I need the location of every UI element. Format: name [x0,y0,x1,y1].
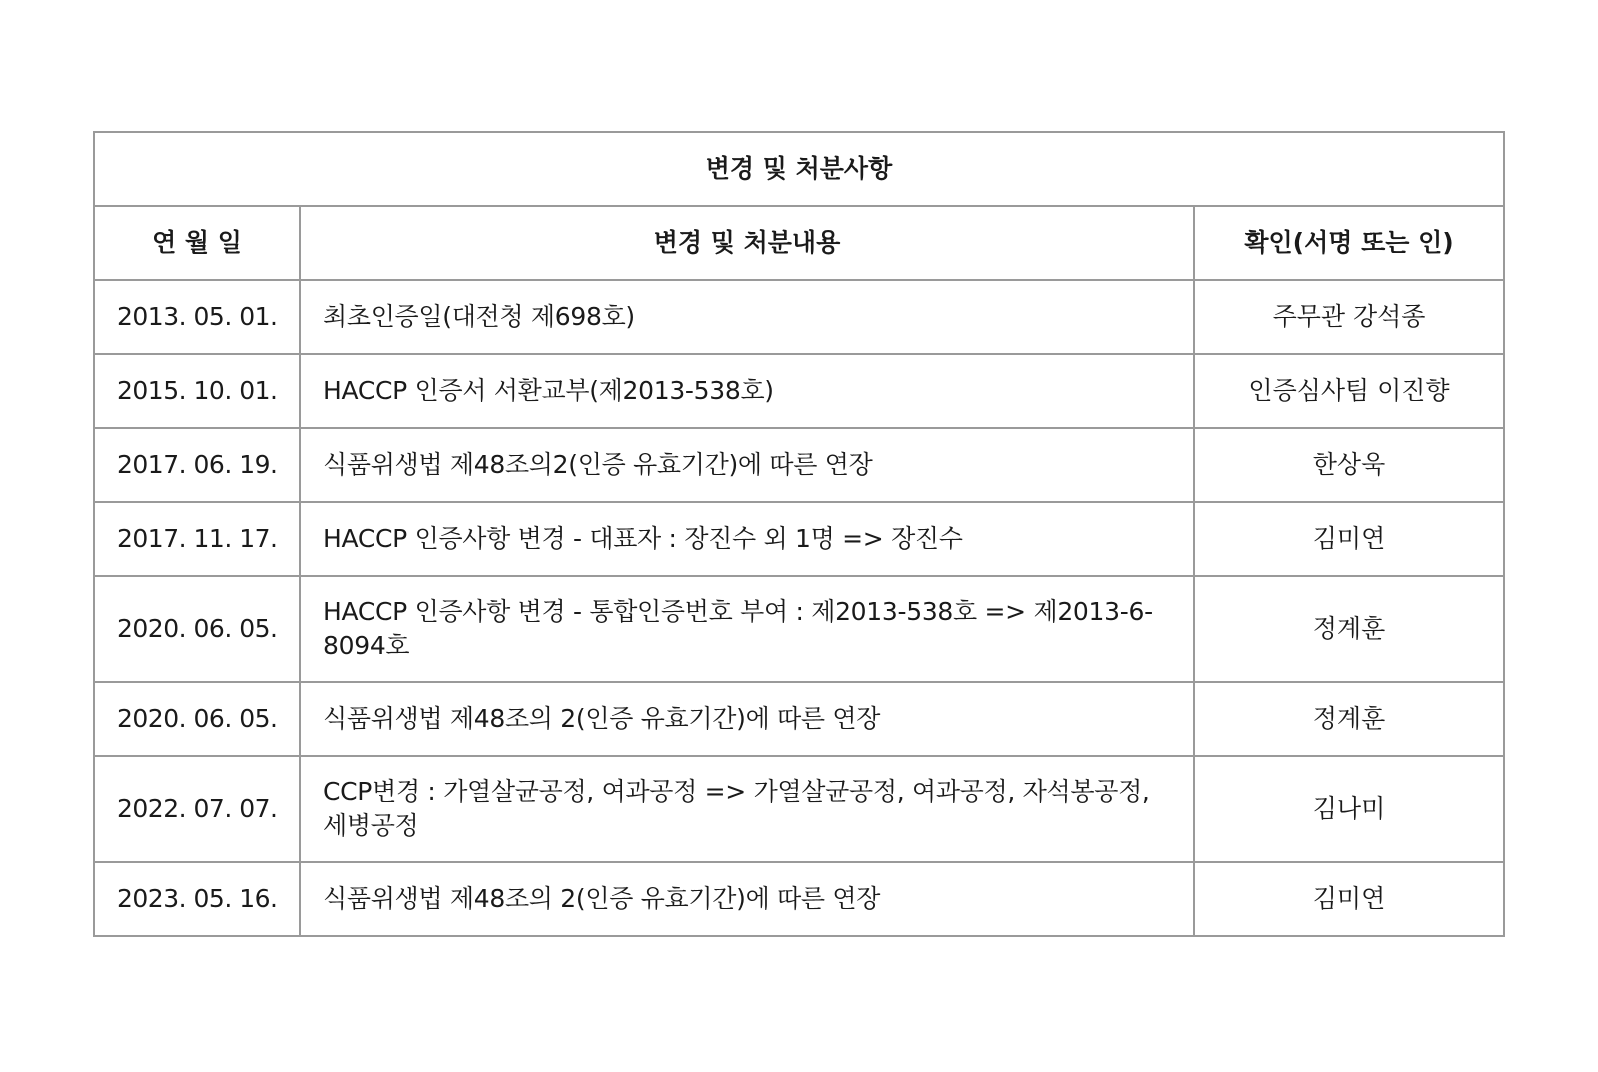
table-header-row [94,206,1504,280]
row-content: 최초인증일(대전청 제698호) [300,280,1194,354]
change-record-table [93,131,1505,937]
row-signer: 정계훈 [1194,576,1504,682]
change-record-sheet [93,131,1503,937]
row-signer: 인증심사팀 이진향 [1194,354,1504,428]
table-row [94,280,1504,354]
row-content: 식품위생법 제48조의2(인증 유효기간)에 따른 연장 [300,428,1194,502]
header-date: 연 월 일 [94,206,300,280]
row-date: 2013. 05. 01. [94,280,300,354]
row-signer: 정계훈 [1194,682,1504,756]
row-content: HACCP 인증사항 변경 - 통합인증번호 부여 : 제2013-538호 => 제2013-6-8094호 [300,576,1194,682]
row-date: 2017. 06. 19. [94,428,300,502]
row-content: HACCP 인증서 서환교부(제2013-538호) [300,354,1194,428]
table-row [94,502,1504,576]
row-signer: 주무관 강석종 [1194,280,1504,354]
header-confirm: 확인(서명 또는 인) [1194,206,1504,280]
row-signer: 김나미 [1194,756,1504,862]
row-content: 식품위생법 제48조의 2(인증 유효기간)에 따른 연장 [300,862,1194,936]
table-title: 변경 및 처분사항 [94,132,1504,206]
table-row [94,354,1504,428]
table-row [94,576,1504,682]
row-content: HACCP 인증사항 변경 - 대표자 : 장진수 외 1명 => 장진수 [300,502,1194,576]
table-title-row [94,132,1504,206]
row-content: CCP변경 : 가열살균공정, 여과공정 => 가열살균공정, 여과공정, 자석봉공정, 세병공정 [300,756,1194,862]
table-row [94,428,1504,502]
row-date: 2020. 06. 05. [94,576,300,682]
row-date: 2023. 05. 16. [94,862,300,936]
row-signer: 김미연 [1194,502,1504,576]
header-content: 변경 및 처분내용 [300,206,1194,280]
row-date: 2015. 10. 01. [94,354,300,428]
row-signer: 김미연 [1194,862,1504,936]
row-content: 식품위생법 제48조의 2(인증 유효기간)에 따른 연장 [300,682,1194,756]
row-signer: 한상욱 [1194,428,1504,502]
row-date: 2022. 07. 07. [94,756,300,862]
row-date: 2020. 06. 05. [94,682,300,756]
row-date: 2017. 11. 17. [94,502,300,576]
table-row [94,756,1504,862]
table-row [94,682,1504,756]
table-row [94,862,1504,936]
